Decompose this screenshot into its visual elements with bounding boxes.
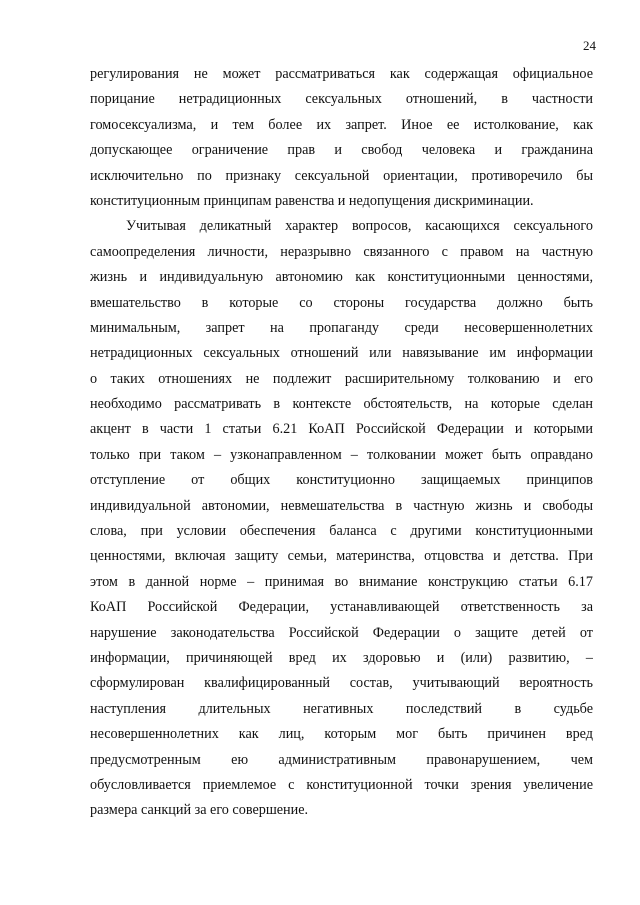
text-line: отступление от общих конституционно защищаемых принципов	[90, 472, 593, 489]
text-line: наступления длительных негативных последствий в судьбе	[90, 700, 593, 717]
paragraph-2	[90, 214, 593, 823]
text-line: жизнь и индивидуальную автономию как конституционными ценностями,	[90, 269, 593, 286]
page-number: 24	[583, 38, 596, 53]
text-line: КоАП Российской Федерации, устанавливающей ответственность за	[90, 599, 593, 616]
text-line: Учитывая деликатный характер вопросов, касающихся сексуального	[126, 218, 593, 235]
text-line: размера санкций за его совершение.	[90, 802, 309, 819]
paragraph-1	[90, 62, 593, 214]
text-line: порицание нетрадиционных сексуальных отношений, в частности	[90, 91, 593, 108]
text-line: вмешательство в которые со стороны государства должно быть	[90, 294, 593, 311]
text-line: исключительно по признаку сексуальной ориентации, противоречило бы	[90, 167, 593, 184]
text-line: несовершеннолетних как лиц, которым мог быть причинен вред	[90, 726, 593, 743]
text-line: акцент в части 1 статьи 6.21 КоАП Российской Федерации и которыми	[90, 421, 593, 438]
text-line: слова, при условии обеспечения баланса с другими конституционными	[90, 523, 593, 540]
text-line: конституционным принципам равенства и недопущения дискриминации.	[90, 192, 534, 209]
text-line: предусмотренным ею административным правонарушением, чем	[90, 751, 593, 768]
text-line: нетрадиционных сексуальных отношений или навязывание им информации	[90, 345, 593, 362]
text-line: обусловливается приемлемое с конституционной точки зрения увеличение	[90, 776, 593, 793]
text-line: регулирования не может рассматриваться как содержащая официальное	[90, 66, 593, 82]
text-line: индивидуальной автономии, невмешательства в частную жизнь и свободы	[90, 497, 593, 514]
text-line: информации, причиняющей вред их здоровью и (или) развитию, –	[90, 649, 593, 666]
text-line: только при таком – узконаправленном – толковании может быть оправдано	[90, 446, 593, 463]
text-line: самоопределения личности, неразрывно связанного с правом на частную	[90, 243, 593, 260]
text-line: ценностями, включая защиту семьи, материнства, отцовства и детства. При	[90, 548, 593, 565]
text-line: минимальным, запрет на пропаганду среди несовершеннолетних	[90, 319, 593, 336]
text-line: о таких отношениях не подлежит расширительному толкованию и его	[90, 370, 593, 387]
body-text	[90, 62, 593, 824]
text-line: допускающее ограничение прав и свобод человека и гражданина	[90, 142, 593, 159]
text-line: нарушение законодательства Российской Федерации о защите детей от	[90, 624, 593, 641]
text-line: этом в данной норме – принимая во внимание конструкцию статьи 6.17	[90, 573, 593, 590]
text-line: сформулирован квалифицированный состав, учитывающий вероятность	[90, 675, 593, 692]
text-line: необходимо рассматривать в контексте обстоятельств, на которые сделан	[90, 396, 593, 413]
text-line: гомосексуализма, и тем более их запрет. Иное ее истолкование, как	[90, 116, 593, 133]
